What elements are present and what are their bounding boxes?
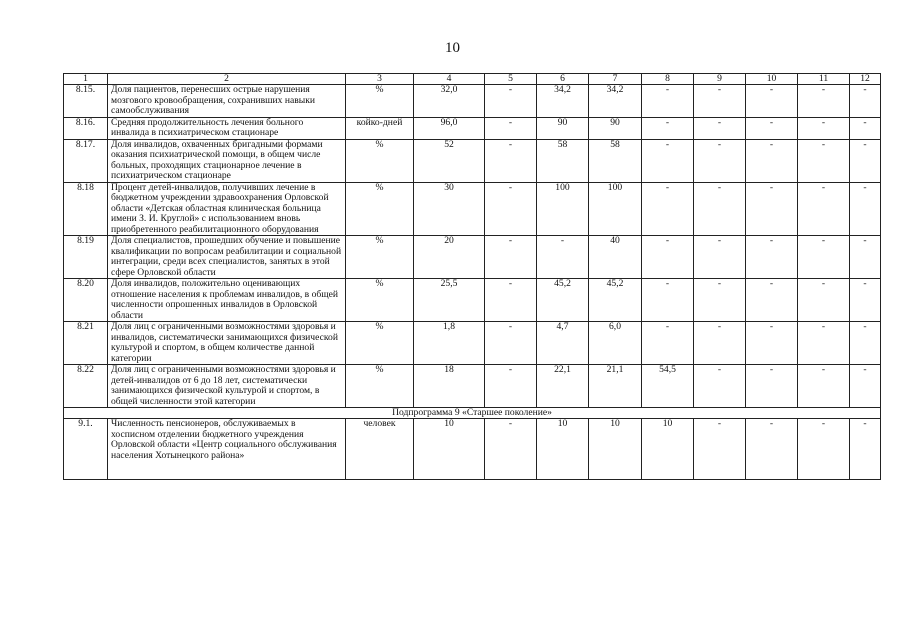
value-col-4: 20 bbox=[414, 236, 485, 279]
row-number: 8.15. bbox=[64, 85, 108, 118]
value-col-6: 22,1 bbox=[537, 365, 589, 408]
page-number: 10 bbox=[445, 40, 460, 56]
row-description: Доля специалистов, прошедших обучение и повышение квалификации по вопросам реабилитации и социальной интеграции, среди всех специалистов, занятых в этой сфере Орловской области bbox=[108, 236, 346, 279]
value-col-9: - bbox=[694, 419, 746, 480]
header-cell: 2 bbox=[108, 74, 346, 85]
header-cell: 1 bbox=[64, 74, 108, 85]
value-col-10: - bbox=[746, 365, 798, 408]
value-col-6: 10 bbox=[537, 419, 589, 480]
value-col-10: - bbox=[746, 85, 798, 118]
row-number: 8.18 bbox=[64, 182, 108, 236]
value-col-11: - bbox=[798, 419, 850, 480]
value-col-10: - bbox=[746, 419, 798, 480]
row-description: Доля лиц с ограниченными возможностями здоровья и инвалидов, систематически занимающихся физической культурой и спортом, в общем количестве данной категории bbox=[108, 322, 346, 365]
value-col-11: - bbox=[798, 85, 850, 118]
value-col-11: - bbox=[798, 279, 850, 322]
header-cell: 8 bbox=[642, 74, 694, 85]
row-unit: % bbox=[346, 182, 414, 236]
header-cell: 11 bbox=[798, 74, 850, 85]
header-row bbox=[64, 74, 881, 85]
value-col-10: - bbox=[746, 279, 798, 322]
row-unit: % bbox=[346, 85, 414, 118]
table-row bbox=[64, 117, 881, 139]
row-number: 8.19 bbox=[64, 236, 108, 279]
value-col-9: - bbox=[694, 279, 746, 322]
value-col-4: 32,0 bbox=[414, 85, 485, 118]
table-row bbox=[64, 365, 881, 408]
indicators-table bbox=[63, 73, 881, 480]
value-col-8: - bbox=[642, 85, 694, 118]
value-col-9: - bbox=[694, 182, 746, 236]
value-col-9: - bbox=[694, 139, 746, 182]
value-col-8: 10 bbox=[642, 419, 694, 480]
value-col-11: - bbox=[798, 182, 850, 236]
table-row bbox=[64, 279, 881, 322]
value-col-6: 34,2 bbox=[537, 85, 589, 118]
value-col-7: 34,2 bbox=[589, 85, 642, 118]
value-col-10: - bbox=[746, 139, 798, 182]
value-col-5: - bbox=[485, 117, 537, 139]
row-number: 8.17. bbox=[64, 139, 108, 182]
value-col-11: - bbox=[798, 365, 850, 408]
header-cell: 7 bbox=[589, 74, 642, 85]
row-number: 8.21 bbox=[64, 322, 108, 365]
header-cell: 10 bbox=[746, 74, 798, 85]
value-col-10: - bbox=[746, 182, 798, 236]
value-col-6: 58 bbox=[537, 139, 589, 182]
value-col-6: - bbox=[537, 236, 589, 279]
row-description: Доля инвалидов, положительно оценивающих отношение населения к проблемам инвалидов, в общей численности опрошенных инвалидов в Орловской области bbox=[108, 279, 346, 322]
value-col-4: 25,5 bbox=[414, 279, 485, 322]
header-cell: 12 bbox=[850, 74, 881, 85]
value-col-9: - bbox=[694, 85, 746, 118]
row-number: 8.22 bbox=[64, 365, 108, 408]
value-col-8: - bbox=[642, 117, 694, 139]
value-col-5: - bbox=[485, 85, 537, 118]
header-cell: 6 bbox=[537, 74, 589, 85]
value-col-5: - bbox=[485, 322, 537, 365]
header-cell: 5 bbox=[485, 74, 537, 85]
value-col-12: - bbox=[850, 365, 881, 408]
value-col-9: - bbox=[694, 365, 746, 408]
value-col-12: - bbox=[850, 236, 881, 279]
value-col-12: - bbox=[850, 419, 881, 480]
row-unit: % bbox=[346, 365, 414, 408]
table-row bbox=[64, 182, 881, 236]
row-description: Численность пенсионеров, обслуживаемых в хосписном отделении бюджетного учреждения Орловской области «Центр социального обслуживания населения Хотынецкого района» bbox=[108, 419, 346, 480]
value-col-6: 45,2 bbox=[537, 279, 589, 322]
value-col-4: 18 bbox=[414, 365, 485, 408]
value-col-12: - bbox=[850, 279, 881, 322]
row-number: 8.20 bbox=[64, 279, 108, 322]
value-col-5: - bbox=[485, 139, 537, 182]
row-description: Доля лиц с ограниченными возможностями здоровья и детей-инвалидов от 6 до 18 лет, систематически занимающихся физической культурой и спортом, в общей численности этой категории bbox=[108, 365, 346, 408]
value-col-12: - bbox=[850, 182, 881, 236]
value-col-7: 10 bbox=[589, 419, 642, 480]
value-col-6: 90 bbox=[537, 117, 589, 139]
value-col-12: - bbox=[850, 85, 881, 118]
value-col-4: 1,8 bbox=[414, 322, 485, 365]
table-row bbox=[64, 139, 881, 182]
value-col-12: - bbox=[850, 139, 881, 182]
value-col-11: - bbox=[798, 139, 850, 182]
row-unit: % bbox=[346, 279, 414, 322]
value-col-5: - bbox=[485, 182, 537, 236]
value-col-8: - bbox=[642, 139, 694, 182]
value-col-9: - bbox=[694, 322, 746, 365]
row-description: Средняя продолжительность лечения больного инвалида в психиатрическом стационаре bbox=[108, 117, 346, 139]
value-col-9: - bbox=[694, 117, 746, 139]
header-cell: 9 bbox=[694, 74, 746, 85]
value-col-5: - bbox=[485, 419, 537, 480]
value-col-7: 6,0 bbox=[589, 322, 642, 365]
table-row bbox=[64, 236, 881, 279]
value-col-10: - bbox=[746, 117, 798, 139]
value-col-6: 100 bbox=[537, 182, 589, 236]
value-col-7: 45,2 bbox=[589, 279, 642, 322]
subprogram-row bbox=[64, 408, 881, 419]
value-col-7: 40 bbox=[589, 236, 642, 279]
value-col-8: - bbox=[642, 182, 694, 236]
value-col-4: 10 bbox=[414, 419, 485, 480]
value-col-8: - bbox=[642, 279, 694, 322]
value-col-12: - bbox=[850, 322, 881, 365]
value-col-11: - bbox=[798, 236, 850, 279]
row-unit: % bbox=[346, 236, 414, 279]
value-col-4: 30 bbox=[414, 182, 485, 236]
value-col-7: 90 bbox=[589, 117, 642, 139]
row-unit: % bbox=[346, 139, 414, 182]
row-unit: койко-дней bbox=[346, 117, 414, 139]
table-row bbox=[64, 419, 881, 480]
row-unit: % bbox=[346, 322, 414, 365]
value-col-8: - bbox=[642, 236, 694, 279]
row-description: Процент детей-инвалидов, получивших лечение в бюджетном учреждении здравоохранения Орловской области «Детская областная клиническая больница имени З. И. Круглой» с использованием вновь приобретенного реабилитационного оборудования bbox=[108, 182, 346, 236]
value-col-6: 4,7 bbox=[537, 322, 589, 365]
value-col-8: 54,5 bbox=[642, 365, 694, 408]
value-col-5: - bbox=[485, 236, 537, 279]
row-number: 8.16. bbox=[64, 117, 108, 139]
value-col-7: 58 bbox=[589, 139, 642, 182]
table-row bbox=[64, 85, 881, 118]
value-col-7: 100 bbox=[589, 182, 642, 236]
value-col-7: 21,1 bbox=[589, 365, 642, 408]
value-col-11: - bbox=[798, 322, 850, 365]
subprogram-title: Подпрограмма 9 «Старшее поколение» bbox=[64, 408, 881, 419]
row-number: 9.1. bbox=[64, 419, 108, 480]
value-col-11: - bbox=[798, 117, 850, 139]
value-col-12: - bbox=[850, 117, 881, 139]
row-description: Доля пациентов, перенесших острые нарушения мозгового кровообращения, сохранивших навыки самообслуживания bbox=[108, 85, 346, 118]
header-cell: 3 bbox=[346, 74, 414, 85]
value-col-5: - bbox=[485, 365, 537, 408]
value-col-5: - bbox=[485, 279, 537, 322]
value-col-8: - bbox=[642, 322, 694, 365]
row-unit: человек bbox=[346, 419, 414, 480]
value-col-10: - bbox=[746, 322, 798, 365]
value-col-10: - bbox=[746, 236, 798, 279]
row-description: Доля инвалидов, охваченных бригадными формами оказания психиатрической помощи, в общем числе больных, проходящих стационарное лечение в психиатрическом стационаре bbox=[108, 139, 346, 182]
table-row bbox=[64, 322, 881, 365]
header-cell: 4 bbox=[414, 74, 485, 85]
value-col-4: 96,0 bbox=[414, 117, 485, 139]
value-col-4: 52 bbox=[414, 139, 485, 182]
value-col-9: - bbox=[694, 236, 746, 279]
